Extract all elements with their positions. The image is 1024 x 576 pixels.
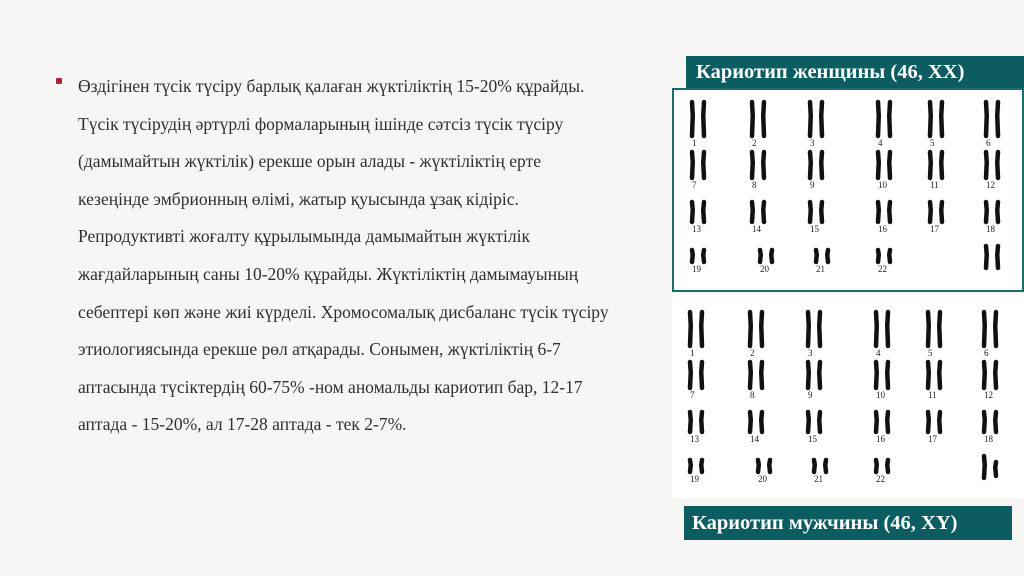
chromosome-icon: [984, 412, 985, 432]
chromosome-icon: [887, 362, 888, 388]
pair-number: 18: [984, 434, 993, 444]
chromosome-icon: [887, 312, 888, 346]
chromosome-icon: [827, 250, 828, 262]
chromosome-icon: [761, 362, 762, 388]
pair-number: 3: [808, 348, 813, 358]
chromosome-icon: [752, 152, 753, 178]
pair-number: 21: [814, 474, 823, 484]
chromosome-icon: [750, 312, 751, 346]
pair-number: 22: [878, 264, 887, 274]
pair-number: 2: [752, 138, 757, 148]
pair-number: 12: [986, 180, 995, 190]
chromosome-icon: [703, 152, 704, 178]
pair-number: 9: [810, 180, 815, 190]
chromosome-icon: [876, 460, 877, 472]
pair-number: 15: [810, 224, 819, 234]
chromosome-icon: [995, 412, 996, 432]
chromosome-icon: [821, 202, 822, 222]
pair-number: 15: [808, 434, 817, 444]
chromosome-icon: [997, 246, 998, 268]
pair-number: 18: [986, 224, 995, 234]
pair-number: 12: [984, 390, 993, 400]
chromosome-icon: [692, 202, 693, 222]
pair-number: 5: [928, 348, 933, 358]
chromosome-icon: [808, 362, 809, 388]
pair-number: 16: [876, 434, 885, 444]
chromosome-icon: [939, 312, 940, 346]
chromosome-icon: [810, 202, 811, 222]
chromosome-icon: [819, 362, 820, 388]
pair-number: 10: [876, 390, 885, 400]
pair-number: 20: [760, 264, 769, 274]
chromosome-icon: [995, 362, 996, 388]
chromosome-icon: [690, 460, 691, 472]
pair-number: 21: [816, 264, 825, 274]
male-karyotype-svg: [672, 294, 1024, 498]
chromosome-icon: [701, 460, 702, 472]
pair-number: 11: [928, 390, 937, 400]
chromosome-icon: [769, 460, 770, 472]
chromosome-icon: [761, 312, 762, 346]
chromosome-icon: [876, 412, 877, 432]
chromosome-icon: [941, 102, 942, 136]
chromosome-icon: [690, 312, 691, 346]
chromosome-icon: [930, 152, 931, 178]
chromosome-icon: [997, 102, 998, 136]
chromosome-icon: [692, 152, 693, 178]
chromosome-icon: [701, 412, 702, 432]
text-block: [56, 68, 616, 444]
chromosome-icon: [703, 250, 704, 262]
pair-number: 13: [690, 434, 699, 444]
pair-number: 3: [810, 138, 815, 148]
chromosome-icon: [821, 152, 822, 178]
chromosome-icon: [928, 362, 929, 388]
chromosome-icon: [761, 412, 762, 432]
chromosome-icon: [930, 202, 931, 222]
pair-number: 22: [876, 474, 885, 484]
chromosome-icon: [986, 202, 987, 222]
chromosome-icon: [750, 362, 751, 388]
chromosome-icon: [878, 102, 879, 136]
pair-number: 1: [690, 348, 695, 358]
chromosome-icon: [995, 462, 996, 476]
chromosome-icon: [997, 202, 998, 222]
chromosome-icon: [692, 102, 693, 136]
chromosome-icon: [819, 312, 820, 346]
pair-number: 8: [752, 180, 757, 190]
chromosome-icon: [878, 152, 879, 178]
pair-number: 7: [692, 180, 697, 190]
chromosome-icon: [821, 102, 822, 136]
chromosome-icon: [819, 412, 820, 432]
chromosome-icon: [928, 312, 929, 346]
chromosome-icon: [810, 152, 811, 178]
chromosome-icon: [814, 460, 815, 472]
pair-number: 14: [752, 224, 761, 234]
chromosome-icon: [808, 312, 809, 346]
chromosome-icon: [889, 250, 890, 262]
pair-number: 4: [878, 138, 883, 148]
chromosome-icon: [876, 312, 877, 346]
male-karyotype-label: Кариотип мужчины (46, XY): [684, 506, 1012, 540]
chromosome-icon: [825, 460, 826, 472]
chromosome-icon: [986, 102, 987, 136]
chromosome-icon: [887, 460, 888, 472]
pair-number: 11: [930, 180, 939, 190]
pair-number: 2: [750, 348, 755, 358]
chromosome-icon: [984, 362, 985, 388]
female-karyotype-image: [672, 88, 1024, 292]
chromosome-icon: [758, 460, 759, 472]
chromosome-icon: [701, 312, 702, 346]
chromosome-icon: [889, 102, 890, 136]
chromosome-icon: [808, 412, 809, 432]
chromosome-icon: [750, 412, 751, 432]
chromosome-icon: [703, 202, 704, 222]
chromosome-icon: [889, 202, 890, 222]
pair-number: 1: [692, 138, 697, 148]
pair-number: 19: [690, 474, 699, 484]
chromosome-icon: [995, 312, 996, 346]
body-paragraph: Өздігінен түсік түсіру барлық қалаған жүктіліктің 15-20% құрайды. Түсік түсірудің әртүрлі формаларының ішінде сәтсіз түсік түсіру (дамымайтын жүктілік) ерекше орын алады - жүктіліктің ерте кезеңінде эмбрионның өлімі, жатыр қуысында ұзақ кідіріс. Репродуктивті жоғалту құрылымында дамымайтын жүктілік жағдайларының саны 10-20% құрайды. Жүктіліктің дамымауының себептері көп және жиі күрделі. Хромосомалық дисбаланс түсік түсіру этиологиясында ерекше рөл атқарады. Сонымен, жүктіліктің 6-7 аптасында түсіктердің 60-75% -ном аномальды кариотип бар, 12-17 аптада - 15-20%, ал 17-28 аптада - тек 2-7%.: [78, 76, 609, 435]
chromosome-icon: [878, 202, 879, 222]
pair-number: 17: [930, 224, 939, 234]
chromosome-icon: [997, 152, 998, 178]
female-karyotype-label: Кариотип женщины (46, XX): [686, 56, 1024, 88]
pair-number: 4: [876, 348, 881, 358]
pair-number: 5: [930, 138, 935, 148]
chromosome-icon: [690, 412, 691, 432]
chromosome-icon: [939, 412, 940, 432]
chromosome-icon: [692, 250, 693, 262]
chromosome-icon: [876, 362, 877, 388]
chromosome-icon: [984, 312, 985, 346]
bullet-icon: [56, 78, 62, 84]
pair-number: 6: [986, 138, 991, 148]
chromosome-icon: [752, 202, 753, 222]
female-karyotype-svg: [674, 90, 1022, 290]
chromosome-icon: [763, 202, 764, 222]
chromosome-icon: [752, 102, 753, 136]
chromosome-icon: [939, 362, 940, 388]
pair-number: 9: [808, 390, 813, 400]
chromosome-icon: [690, 362, 691, 388]
chromosome-icon: [703, 102, 704, 136]
chromosome-icon: [878, 250, 879, 262]
chromosome-icon: [816, 250, 817, 262]
chromosome-icon: [889, 152, 890, 178]
pair-number: 19: [692, 264, 701, 274]
pair-number: 10: [878, 180, 887, 190]
chromosome-icon: [986, 152, 987, 178]
chromosome-icon: [763, 152, 764, 178]
chromosome-icon: [763, 102, 764, 136]
pair-number: 16: [878, 224, 887, 234]
chromosome-icon: [941, 152, 942, 178]
pair-number: 6: [984, 348, 989, 358]
chromosome-icon: [941, 202, 942, 222]
male-karyotype-image: [672, 294, 1024, 498]
pair-number: 20: [758, 474, 767, 484]
pair-number: 13: [692, 224, 701, 234]
chromosome-icon: [984, 456, 985, 478]
chromosome-icon: [771, 250, 772, 262]
chromosome-icon: [928, 412, 929, 432]
chromosome-icon: [986, 246, 987, 268]
pair-number: 8: [750, 390, 755, 400]
chromosome-icon: [810, 102, 811, 136]
chromosome-icon: [701, 362, 702, 388]
pair-number: 7: [690, 390, 695, 400]
chromosome-icon: [930, 102, 931, 136]
pair-number: 14: [750, 434, 759, 444]
chromosome-icon: [887, 412, 888, 432]
chromosome-icon: [760, 250, 761, 262]
pair-number: 17: [928, 434, 937, 444]
